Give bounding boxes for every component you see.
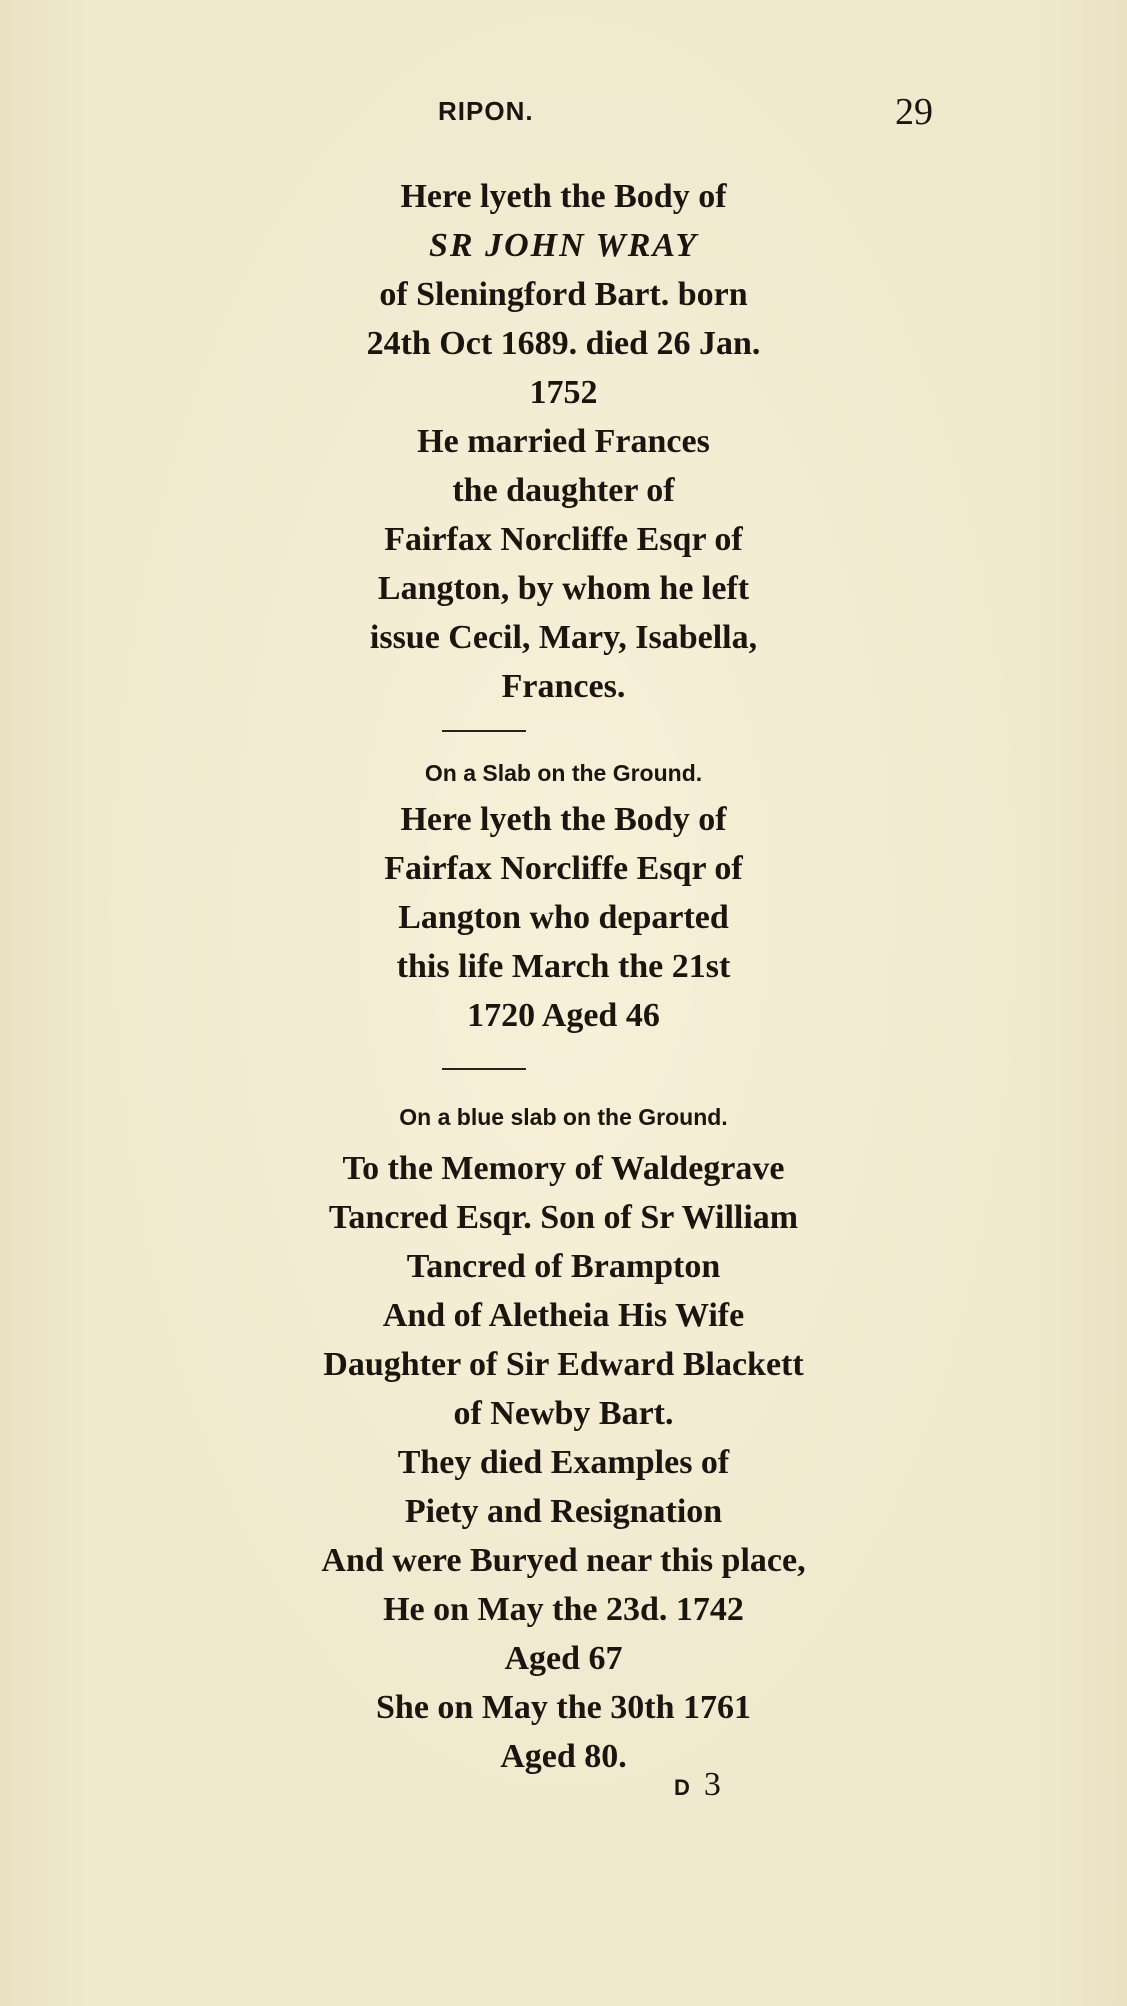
inscription-tancred [0, 1144, 1127, 1781]
inscription-line: Langton who departed [398, 899, 729, 936]
running-head: RIPON. [438, 96, 534, 126]
inscription-line: Tancred Esqr. Son of Sr William [328, 1199, 799, 1236]
section-heading: On a Slab on the Ground. [424, 760, 703, 786]
inscription-line: 1752 [529, 374, 598, 411]
inscription-line: 1720 Aged 46 [467, 997, 660, 1034]
inscription-name-line: SR JOHN WRAY [428, 227, 698, 264]
section-divider [442, 730, 526, 732]
inscription-line: And of Aletheia His Wife [382, 1297, 745, 1334]
signature-number: 3 [703, 1766, 721, 1803]
inscription-line: And were Buryed near this place, [321, 1542, 806, 1579]
signature-mark [674, 1766, 721, 1804]
inscription-line: this life March the 21st [396, 948, 731, 985]
inscription-line: Piety and Resignation [404, 1493, 723, 1530]
inscription-line: Aged 67 [504, 1640, 623, 1677]
inscription-line: Daughter of Sir Edward Blackett [323, 1346, 804, 1383]
page-number: 29 [895, 91, 933, 133]
inscription-line: Fairfax Norcliffe Esqr of [384, 850, 743, 887]
inscription-line: 24th Oct 1689. died 26 Jan. [366, 325, 761, 362]
inscription-line: Here lyeth the Body of [400, 801, 727, 838]
inscription-line: of Newby Bart. [453, 1395, 674, 1432]
inscription-line: They died Examples of [397, 1444, 730, 1481]
inscription-line: To the Memory of Waldegrave [342, 1150, 785, 1187]
section-divider [442, 1068, 526, 1070]
inscription-line: Fairfax Norcliffe Esqr of [384, 521, 743, 558]
inscription-line: He married Frances [417, 423, 710, 460]
inscription-line: the daughter of [452, 472, 675, 509]
inscription-line: of Sleningford Bart. born [379, 276, 748, 313]
inscription-line: issue Cecil, Mary, Isabella, [369, 619, 758, 656]
inscription-line: Langton, by whom he left [377, 570, 750, 607]
section-heading: On a blue slab on the Ground. [399, 1104, 728, 1130]
inscription-line: Aged 80. [500, 1738, 627, 1775]
inscription-line: Here lyeth the Body of [400, 178, 727, 215]
signature-letter: D [674, 1775, 690, 1800]
inscription-norcliffe [0, 795, 1127, 1040]
inscription-line: Tancred of Brampton [406, 1248, 721, 1285]
inscription-wray [0, 172, 1127, 711]
inscription-line: Frances. [501, 668, 626, 705]
inscription-line: He on May the 23d. 1742 [383, 1591, 744, 1628]
page-header [0, 91, 1127, 134]
inscription-line: She on May the 30th 1761 [376, 1689, 751, 1726]
